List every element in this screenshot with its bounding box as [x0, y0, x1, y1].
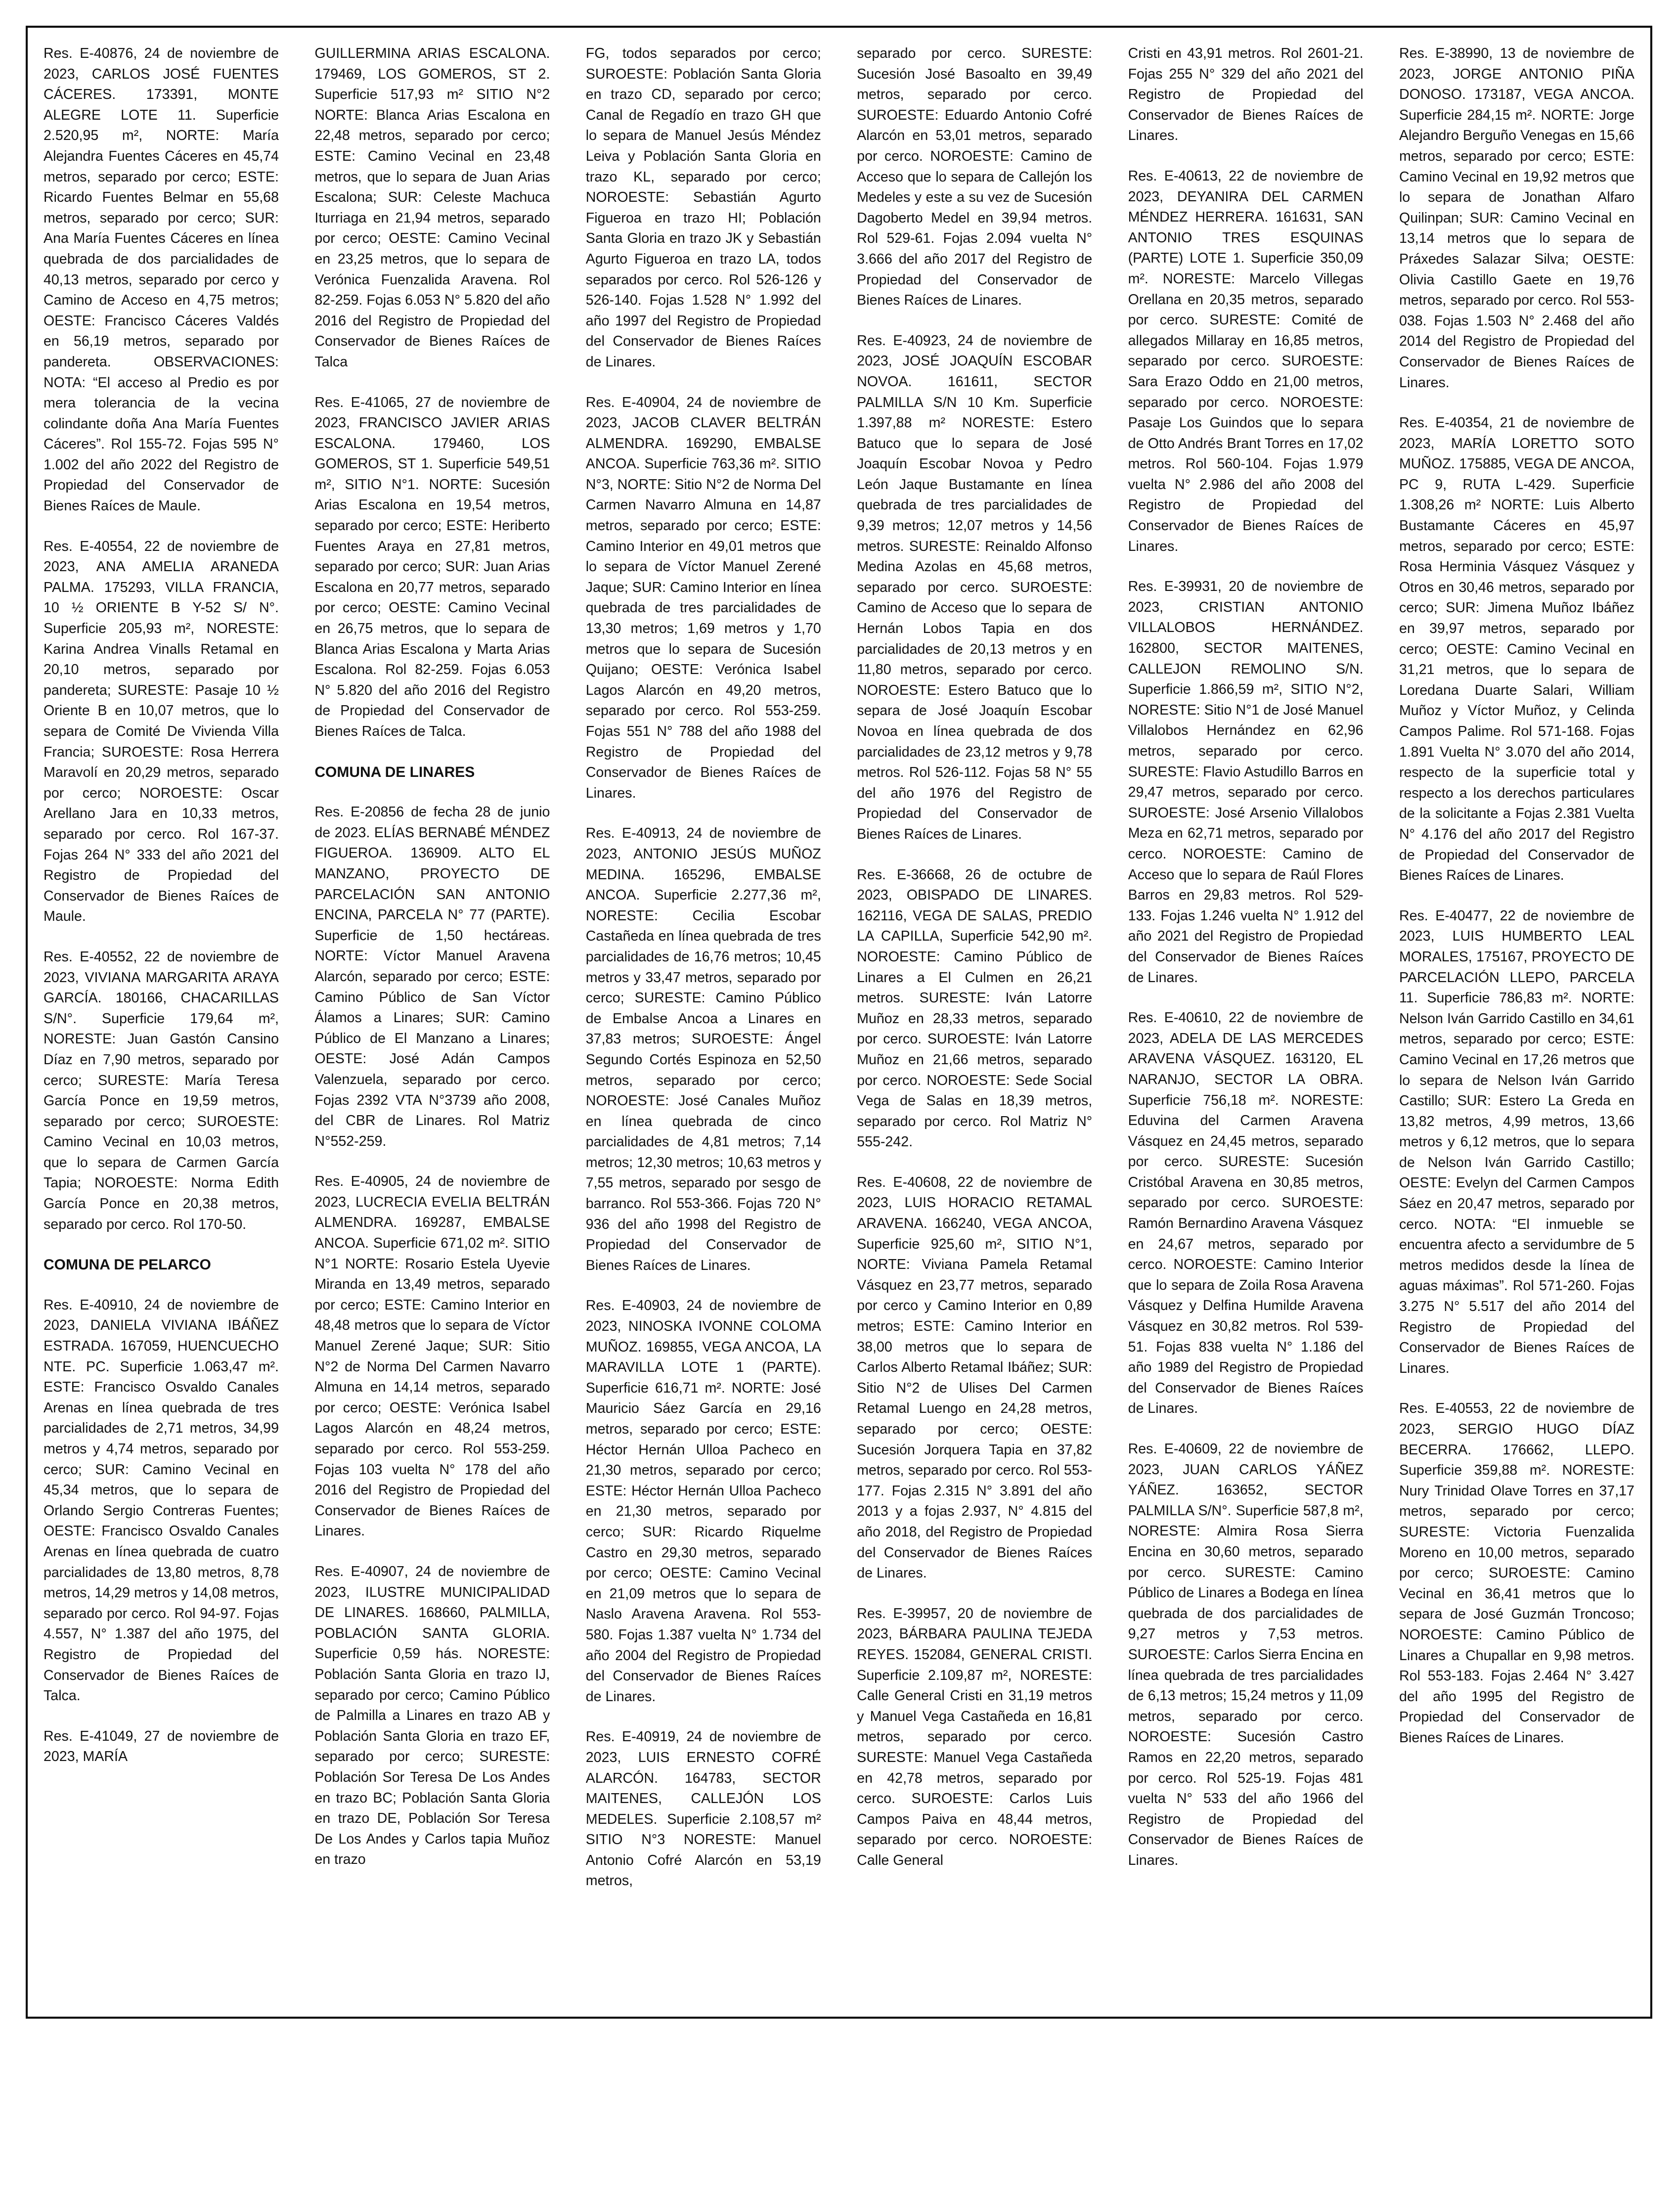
notice-entry: Res. E-36668, 26 de octubre de 2023, OBISPADO DE LINARES. 162116, VEGA DE SALAS, PREDIO LA CAPILLA, Superficie 542,90 m². NOROESTE: Camino Público de Linares a El Culmen en 26,21 metros. SURESTE: Iván Latorre Muñoz en 28,33 metros, separado por cerco. SUROESTE: Iván Latorre Muñoz en 21,66 metros, separado por cerco. NOROESTE: Sede Social Vega de Salas en 18,39 metros, separado por cerco. Rol Matriz N° 555-242. [857, 866, 1093, 1150]
column-1 [44, 44, 279, 2002]
notice-entry: Res. E-40554, 22 de noviembre de 2023, ANA AMELIA ARANEDA PALMA. 175293, VILLA FRANCIA, 10 ½ ORIENTE B Y-52 S/ N°. Superficie 205,93 m², NORESTE: Karina Andrea Vinalls Retamal en 20,10 metros, separado por pandereta; SURESTE: Pasaje 10 ½ Oriente B en 10,07 metros, que lo separa de Comité De Vivienda Villa Francia; SUROESTE: Rosa Herrera Maravolí en 20,29 metros, separado por cerco; NOROESTE: Oscar Arellano Jara en 10,33 metros, separado por cerco. Rol 167-37. Fojas 264 N° 333 del año 2021 del Registro de Propiedad del Conservador de Bienes Raíces de Maule. [44, 538, 279, 925]
notice-entry: Res. E-40907, 24 de noviembre de 2023, ILUSTRE MUNICIPALIDAD DE LINARES. 168660, PALMILLA, POBLACIÓN SANTA GLORIA. Superficie 0,59 hás. NORESTE: Población Santa Gloria en trazo IJ, separado por cerco; Camino Público de Palmilla a Linares en trazo AB y Población Santa Gloria en trazo EF, separado por cerco; SURESTE: Población Sor Teresa De Los Andes en trazo BC; Población Santa Gloria en trazo DE, Población Sor Teresa De Los Andes y Carlos tapia Muñoz en trazo [314, 1563, 550, 1868]
notice-entry: Res. E-40552, 22 de noviembre de 2023, VIVIANA MARGARITA ARAYA GARCÍA. 180166, CHACARILLAS S/N°. Superficie 179,64 m², NORESTE: Juan Gastón Cansino Díaz en 7,90 metros, separado por cerco; SURESTE: María Teresa García Ponce en 19,59 metros, separado por cerco; SUROESTE: Camino Vecinal en 10,03 metros, que lo separa de Carmen García Tapia; NOROESTE: Norma Edith García Ponce en 20,38 metros, separado por cerco. Rol 170-50. [44, 948, 279, 1232]
notice-entry: Res. E-40913, 24 de noviembre de 2023, ANTONIO JESÚS MUÑOZ MEDINA. 165296, EMBALSE ANCOA. Superficie 2.277,36 m², NORESTE: Cecilia Escobar Castañeda en línea quebrada de tres parcialidades de 16,76 metros; 10,45 metros y 33,47 metros, separado por cerco; SURESTE: Camino Público de Embalse Ancoa a Linares en 37,83 metros; SUROESTE: Ángel Segundo Cortés Espinoza en 52,50 metros, separado por cerco; NOROESTE: José Canales Muñoz en línea quebrada de cinco parcialidades de 4,81 metros; 7,14 metros; 12,30 metros; 10,63 metros y 7,55 metros, separado por sesgo de barranco. Rol 553-366. Fojas 720 N° 936 del año 1998 del Registro de Propiedad del Conservador de Bienes Raíces de Linares. [585, 825, 821, 1273]
notice-entry: Res. E-40553, 22 de noviembre de 2023, SERGIO HUGO DÍAZ BECERRA. 176662, LLEPO. Superficie 359,88 m². NORESTE: Nury Trinidad Olave Torres en 37,17 metros, separado por cerco; SURESTE: Victoria Fuenzalida Moreno en 10,00 metros, separado por cerco; SUROESTE: Camino Vecinal en 36,41 metros que lo separa de José Guzmán Troncoso; NOROESTE: Camino Público de Linares a Chupallar en 9,98 metros. Rol 553-183. Fojas 2.464 N° 3.427 del año 1995 del Registro de Propiedad del Conservador de Bienes Raíces de Linares. [1399, 1400, 1634, 1746]
notice-entry: Res. E-40876, 24 de noviembre de 2023, CARLOS JOSÉ FUENTES CÁCERES. 173391, MONTE ALEGRE LOTE 11. Superficie 2.520,95 m², NORTE: María Alejandra Fuentes Cáceres en 45,74 metros, separado por cerco; ESTE: Ricardo Fuentes Belmar en 55,68 metros, separado por cerco; SUR: Ana María Fuentes Cáceres en línea quebrada de dos parcialidades de 40,13 metros, separado por cerco y Camino de Acceso en 4,75 metros; OESTE: Francisco Cáceres Valdés en 56,19 metros, separado por pandereta. OBSERVACIONES: NOTA: “El acceso al Predio es por mera tolerancia de la vecina colindante doña Ana María Fuentes Cáceres”. Rol 155-72. Fojas 595 N° 1.002 del año 2022 del Registro de Propiedad del Conservador de Bienes Raíces de Maule. [44, 45, 279, 514]
notice-entry: Res. E-41049, 27 de noviembre de 2023, MARÍA [44, 1728, 279, 1765]
notice-entry: Res. E-40910, 24 de noviembre de 2023, DANIELA VIVIANA IBÁÑEZ ESTRADA. 167059, HUENCUECHO NTE. PC. Superficie 1.063,47 m². ESTE: Francisco Osvaldo Canales Arenas en línea quebrada de tres parcialidades de 2,71 metros, 34,99 metros y 4,74 metros, separado por cerco; SUR: Camino Vecinal en 45,34 metros, que lo separa de Orlando Sergio Contreras Fuentes; OESTE: Francisco Osvaldo Canales Arenas en línea quebrada de cuatro parcialidades de 13,80 metros, 8,78 metros, 14,29 metros y 14,08 metros, separado por cerco. Rol 94-97. Fojas 4.557, N° 1.387 del año 1975, del Registro de Propiedad del Conservador de Bienes Raíces de Talca. [44, 1297, 279, 1704]
notice-entry: Res. E-40613, 22 de noviembre de 2023, DEYANIRA DEL CARMEN MÉNDEZ HERRERA. 161631, SAN ANTONIO TRES ESQUINAS (PARTE) LOTE 1. Superficie 350,09 m². NORESTE: Marcelo Villegas Orellana en 20,35 metros, separado por cerco. SURESTE: Comité de allegados Millaray en 16,85 metros, separado por cerco. SUROESTE: Sara Erazo Oddo en 21,00 metros, separado por cerco. NOROESTE: Pasaje Los Guindos que lo separa de Otto Andrés Brant Torres en 17,02 metros. Rol 560-104. Fojas 1.979 vuelta N° 2.986 del año 2008 del Registro de Propiedad del Conservador de Bienes Raíces de Linares. [1128, 168, 1364, 554]
notice-entry: Res. E-40609, 22 de noviembre de 2023, JUAN CARLOS YÁÑEZ YÁÑEZ. 163652, SECTOR PALMILLA S/N°. Superficie 587,8 m², NORESTE: Almira Rosa Sierra Encina en 30,60 metros, separado por cerco. SURESTE: Camino Público de Linares a Bodega en línea quebrada de dos parcialidades de 9,27 metros y 7,53 metros. SUROESTE: Carlos Sierra Encina en línea quebrada de tres parcialidades de 6,13 metros; 15,24 metros y 11,09 metros, separado por cerco. NOROESTE: Sucesión Castro Ramos en 22,20 metros, separado por cerco. Rol 525-19. Fojas 481 vuelta N° 533 del año 1966 del Registro de Propiedad del Conservador de Bienes Raíces de Linares. [1128, 1441, 1364, 1868]
notice-entry: Cristi en 43,91 metros. Rol 2601-21. Fojas 255 N° 329 del año 2021 del Registro de Propiedad del Conservador de Bienes Raíces de Linares. [1128, 45, 1364, 144]
section-heading: COMUNA DE PELARCO [44, 1257, 211, 1273]
notice-entry: separado por cerco. SURESTE: Sucesión José Basoalto en 39,49 metros, separado por cerco. SUROESTE: Eduardo Antonio Cofré Alarcón en 53,01 metros, separado por cerco. NOROESTE: Camino de Acceso que lo separa de Callejón los Medeles y este a su vez de Sucesión Dagoberto Medel en 39,94 metros. Rol 529-61. Fojas 2.094 vuelta N° 3.666 del año 2017 del Registro de Propiedad del Conservador de Bienes Raíces de Linares. [857, 45, 1093, 309]
column-6 [1399, 44, 1634, 2002]
notice-columns [44, 44, 1634, 2002]
notice-entry: Res. E-40923, 24 de noviembre de 2023, JOSÉ JOAQUÍN ESCOBAR NOVOA. 161611, SECTOR PALMILLA S/N 10 Km. Superficie 1.397,88 m² NORESTE: Estero Batuco que lo separa de José Joaquín Escobar Novoa y Pedro León Jaque Bustamante en línea quebrada de tres parcialidades de 9,39 metros; 12,07 metros y 14,56 metros. SURESTE: Reinaldo Alfonso Medina Azolas en 45,68 metros, separado por cerco. SUROESTE: Camino de Acceso que lo separa de Hernán Lobos Tapia en dos parcialidades de 20,13 metros y en 11,80 metros, separado por cerco. NOROESTE: Estero Batuco que lo separa de José Joaquín Escobar Novoa en línea quebrada de dos parcialidades de 23,12 metros y 9,78 metros. Rol 526-112. Fojas 58 N° 55 del año 1976 del Registro de Propiedad del Conservador de Bienes Raíces de Linares. [857, 332, 1093, 842]
notice-entry: Res. E-40905, 24 de noviembre de 2023, LUCRECIA EVELIA BELTRÁN ALMENDRA. 169287, EMBALSE ANCOA. Superficie 671,02 m². SITIO N°1 NORTE: Rosario Estela Uyevie Miranda en 13,49 metros, separado por cerco; ESTE: Camino Interior en 48,48 metros que lo separa de Víctor Manuel Zerené Jaque; SUR: Sitio N°2 de Norma Del Carmen Navarro Almuna en 14,14 metros, separado por cerco; OESTE: Verónica Isabel Lagos Alarcón en 48,24 metros, separado por cerco. Rol 553-259. Fojas 103 vuelta N° 178 del año 2016 del Registro de Propiedad del Conservador de Bienes Raíces de Linares. [314, 1174, 550, 1539]
notice-entry: Res. E-39931, 20 de noviembre de 2023, CRISTIAN ANTONIO VILLALOBOS HERNÁNDEZ. 162800, SECTOR MAITENES, CALLEJON REMOLINO S/N. Superficie 1.866,59 m², SITIO N°2, NORESTE: Sitio N°1 de José Manuel Villalobos Hernández en 62,96 metros, separado por cerco. SURESTE: Flavio Astudillo Barros en 29,47 metros, separado por cerco. SUROESTE: José Arsenio Villalobos Meza en 62,71 metros, separado por cerco. NOROESTE: Camino de Acceso que lo separa de Raúl Flores Barros en 29,83 metros. Rol 529-133. Fojas 1.246 vuelta N° 1.912 del año 2021 del Registro de Propiedad del Conservador de Bienes Raíces de Linares. [1128, 579, 1364, 986]
notice-entry: GUILLERMINA ARIAS ESCALONA. 179469, LOS GOMEROS, ST 2. Superficie 517,93 m² SITIO N°2 NORTE: Blanca Arias Escalona en 22,48 metros, separado por cerco; ESTE: Camino Vecinal en 23,48 metros, que lo separa de Juan Arias Escalona; SUR: Celeste Machuca Iturriaga en 21,94 metros, separado por cerco; OESTE: Camino Vecinal en 23,25 metros, que lo separa de Verónica Fuenzalida Aravena. Rol 82-259. Fojas 6.053 N° 5.820 del año 2016 del Registro de Propiedad del Conservador de Bienes Raíces de Talca [314, 45, 550, 370]
section-heading: COMUNA DE LINARES [314, 764, 475, 780]
column-3 [586, 44, 821, 2002]
notice-entry: Res. E-40608, 22 de noviembre de 2023, LUIS HORACIO RETAMAL ARAVENA. 166240, VEGA ANCOA, Superficie 925,60 m², SITIO N°1, NORTE: Viviana Pamela Retamal Vásquez en 23,77 metros, separado por cerco y Camino Interior en 0,89 metros; ESTE: Camino Interior en 38,00 metros que lo separa de Carlos Alberto Retamal Ibáñez; SUR: Sitio N°2 de Ulises Del Carmen Retamal Luengo en 24,28 metros, separado por cerco; OESTE: Sucesión Jorquera Tapia en 37,82 metros, separado por cerco. Rol 553-177. Fojas 2.315 N° 3.891 del año 2013 y a fojas 2.937, N° 4.815 del año 2018, del Registro de Propiedad del Conservador de Bienes Raíces de Linares. [857, 1174, 1093, 1581]
notice-entry: Res. E-41065, 27 de noviembre de 2023, FRANCISCO JAVIER ARIAS ESCALONA. 179460, LOS GOMEROS, ST 1. Superficie 549,51 m², SITIO N°1. NORTE: Sucesión Arias Escalona en 19,54 metros, separado por cerco; ESTE: Heriberto Fuentes Araya en 27,81 metros, separado por cerco; SUR: Juan Arias Escalona en 20,77 metros, separado por cerco; OESTE: Camino Vecinal en 26,75 metros, que lo separa de Blanca Arias Escalona y Marta Arias Escalona. Rol 82-259. Fojas 6.053 N° 5.820 del año 2016 del Registro de Propiedad del Conservador de Bienes Raíces de Talca. [314, 394, 550, 739]
notice-entry: Res. E-40477, 22 de noviembre de 2023, LUIS HUMBERTO LEAL MORALES, 175167, PROYECTO DE PARCELACIÓN LLEPO, PARCELA 11. Superficie 786,83 m². NORTE: Nelson Iván Garrido Castillo en 34,61 metros, separado por cerco; ESTE: Camino Vecinal en 17,26 metros que lo separa de Nelson Iván Garrido Castillo; SUR: Estero La Greda en 13,82 metros, 4,99 metros, 13,66 metros y 6,12 metros, que lo separa de Nelson Iván Garrido Castillo; OESTE: Evelyn del Carmen Campos Sáez en 20,47 metros, separado por cerco. NOTA: “El inmueble se encuentra afecto a servidumbre de 5 metros medidos desde la línea de aguas máximas”. Rol 571-260. Fojas 3.275 N° 5.517 del año 2014 del Registro de Propiedad del Conservador de Bienes Raíces de Linares. [1399, 907, 1634, 1376]
notice-entry: Res. E-40610, 22 de noviembre de 2023, ADELA DE LAS MERCEDES ARAVENA VÁSQUEZ. 163120, EL NARANJO, SECTOR LA OBRA. Superficie 756,18 m². NORESTE: Eduvina del Carmen Aravena Vásquez en 24,45 metros, separado por cerco. SURESTE: Sucesión Cristóbal Aravena en 30,85 metros, separado por cerco. SUROESTE: Ramón Bernardino Aravena Vásquez en 24,67 metros, separado por cerco. NOROESTE: Camino Interior que lo separa de Zoila Rosa Aravena Vásquez y Delfina Humilde Aravena Vásquez en 30,82 metros. Rol 539-51. Fojas 838 vuelta N° 1.186 del año 1989 del Registro de Propiedad del Conservador de Bienes Raíces de Linares. [1128, 1010, 1364, 1417]
notice-entry: Res. E-40904, 24 de noviembre de 2023, JACOB CLAVER BELTRÁN ALMENDRA. 169290, EMBALSE ANCOA. Superficie 763,36 m². SITIO N°3, NORTE: Sitio N°2 de Norma Del Carmen Navarro Almuna en 14,87 metros, separado por cerco; ESTE: Camino Interior en 49,01 metros que lo separa de Víctor Manuel Zerené Jaque; SUR: Camino Interior en línea quebrada de tres parcialidades de 13,30 metros; 1,69 metros y 1,70 metros que lo separa de Sucesión Quijano; OESTE: Verónica Isabel Lagos Alarcón en 49,20 metros, separado por cerco. Rol 553-259. Fojas 551 N° 788 del año 1988 del Registro de Propiedad del Conservador de Bienes Raíces de Linares. [585, 394, 821, 801]
notice-entry: Res. E-40354, 21 de noviembre de 2023, MARÍA LORETTO SOTO MUÑOZ. 175885, VEGA DE ANCOA, PC 9, RUTA L-429. Superficie 1.308,26 m² NORTE: Luis Alberto Bustamante Cáceres en 45,97 metros, separado por cerco; ESTE: Rosa Herminia Vásquez Vásquez y Otros en 30,46 metros, separado por cerco; SUR: Jimena Muñoz Ibáñez en 39,97 metros, separado por cerco; OESTE: Camino Vecinal en 31,21 metros, que lo separa de Loredana Duarte Salari, William Muñoz y Víctor Muñoz, y Celinda Campos Palime. Rol 571-168. Fojas 1.891 Vuelta N° 3.070 del año 2014, respecto de la superficie total y respecto a los derechos particulares de la solicitante a Fojas 2.381 Vuelta N° 4.176 del año 2017 del Registro de Propiedad del Conservador de Bienes Raíces de Linares. [1399, 415, 1634, 884]
notice-entry: Res. E-20856 de fecha 28 de junio de 2023. ELÍAS BERNABÉ MÉNDEZ FIGUEROA. 136909. ALTO EL MANZANO, PROYECTO DE PARCELACIÓN SAN ANTONIO ENCINA, PARCELA N° 77 (PARTE). Superficie de 1,50 hectáreas. NORTE: Víctor Manuel Aravena Alarcón, separado por cerco; ESTE: Camino Público de San Víctor Álamos a Linares; SUR: Camino Público de El Manzano a Linares; OESTE: José Adán Campos Valenzuela, separado por cerco. Fojas 2392 VTA N°3739 año 2008, del CBR de Linares. Rol Matriz N°552-259. [314, 804, 550, 1149]
notice-entry: Res. E-40903, 24 de noviembre de 2023, NINOSKA IVONNE COLOMA MUÑOZ. 169855, VEGA ANCOA, LA MARAVILLA LOTE 1 (PARTE). Superficie 616,71 m². NORTE: José Mauricio Sáez García en 29,16 metros, separado por cerco; ESTE: Héctor Hernán Ulloa Pacheco en 21,30 metros, separado por cerco; ESTE: Héctor Hernán Ulloa Pacheco en 21,30 metros, separado por cerco; SUR: Ricardo Riquelme Castro en 29,30 metros, separado por cerco; OESTE: Camino Vecinal en 21,09 metros que lo separa de Naslo Aravena Aravena. Rol 553-580. Fojas 1.387 vuelta N° 1.734 del año 2004 del Registro de Propiedad del Conservador de Bienes Raíces de Linares. [585, 1298, 821, 1705]
notice-entry: Res. E-38990, 13 de noviembre de 2023, JORGE ANTONIO PIÑA DONOSO. 173187, VEGA ANCOA. Superficie 284,15 m². NORTE: Jorge Alejandro Berguño Venegas en 15,66 metros, separado por cerco; ESTE: Camino Vecinal en 19,92 metros que lo separa de Jonathan Alfaro Quilinpan; SUR: Camino Vecinal en 13,14 metros que lo separa de Práxedes Salazar Silva; OESTE: Olivia Castillo Gaete en 19,76 metros, separado por cerco. Rol 553-038. Fojas 1.503 N° 2.468 del año 2014 del Registro de Propiedad del Conservador de Bienes Raíces de Linares. [1399, 45, 1634, 391]
notice-entry: FG, todos separados por cerco; SUROESTE: Población Santa Gloria en trazo CD, separado por cerco; Canal de Regadío en trazo GH que lo separa de Manuel Jesús Méndez Leiva y Población Santa Gloria en trazo KL, separado por cerco; NOROESTE: Sebastián Agurto Figueroa en trazo HI; Población Santa Gloria en trazo JK y Sebastián Agurto Figueroa en trazo LA, todos separados por cerco. Rol 526-126 y 526-140. Fojas 1.528 N° 1.992 del año 1997 del Registro de Propiedad del Conservador de Bienes Raíces de Linares. [585, 45, 821, 370]
notice-entry: Res. E-40919, 24 de noviembre de 2023, LUIS ERNESTO COFRÉ ALARCÓN. 164783, SECTOR MAITENES, CALLEJÓN LOS MEDELES. Superficie 2.108,57 m² SITIO N°3 NORESTE: Manuel Antonio Cofré Alarcón en 53,19 metros, [585, 1729, 821, 1889]
column-2 [314, 44, 550, 2002]
notice-entry: Res. E-39957, 20 de noviembre de 2023, BÁRBARA PAULINA TEJEDA REYES. 152084, GENERAL CRISTI. Superficie 2.109,87 m², NORESTE: Calle General Cristi en 31,19 metros y Manuel Vega Castañeda en 16,81 metros, separado por cerco. SURESTE: Manuel Vega Castañeda en 42,78 metros, separado por cerco. SUROESTE: Carlos Luis Campos Paiva en 48,44 metros, separado por cerco. NOROESTE: Calle General [857, 1605, 1093, 1868]
column-4 [857, 44, 1092, 2002]
column-5 [1128, 44, 1364, 2002]
